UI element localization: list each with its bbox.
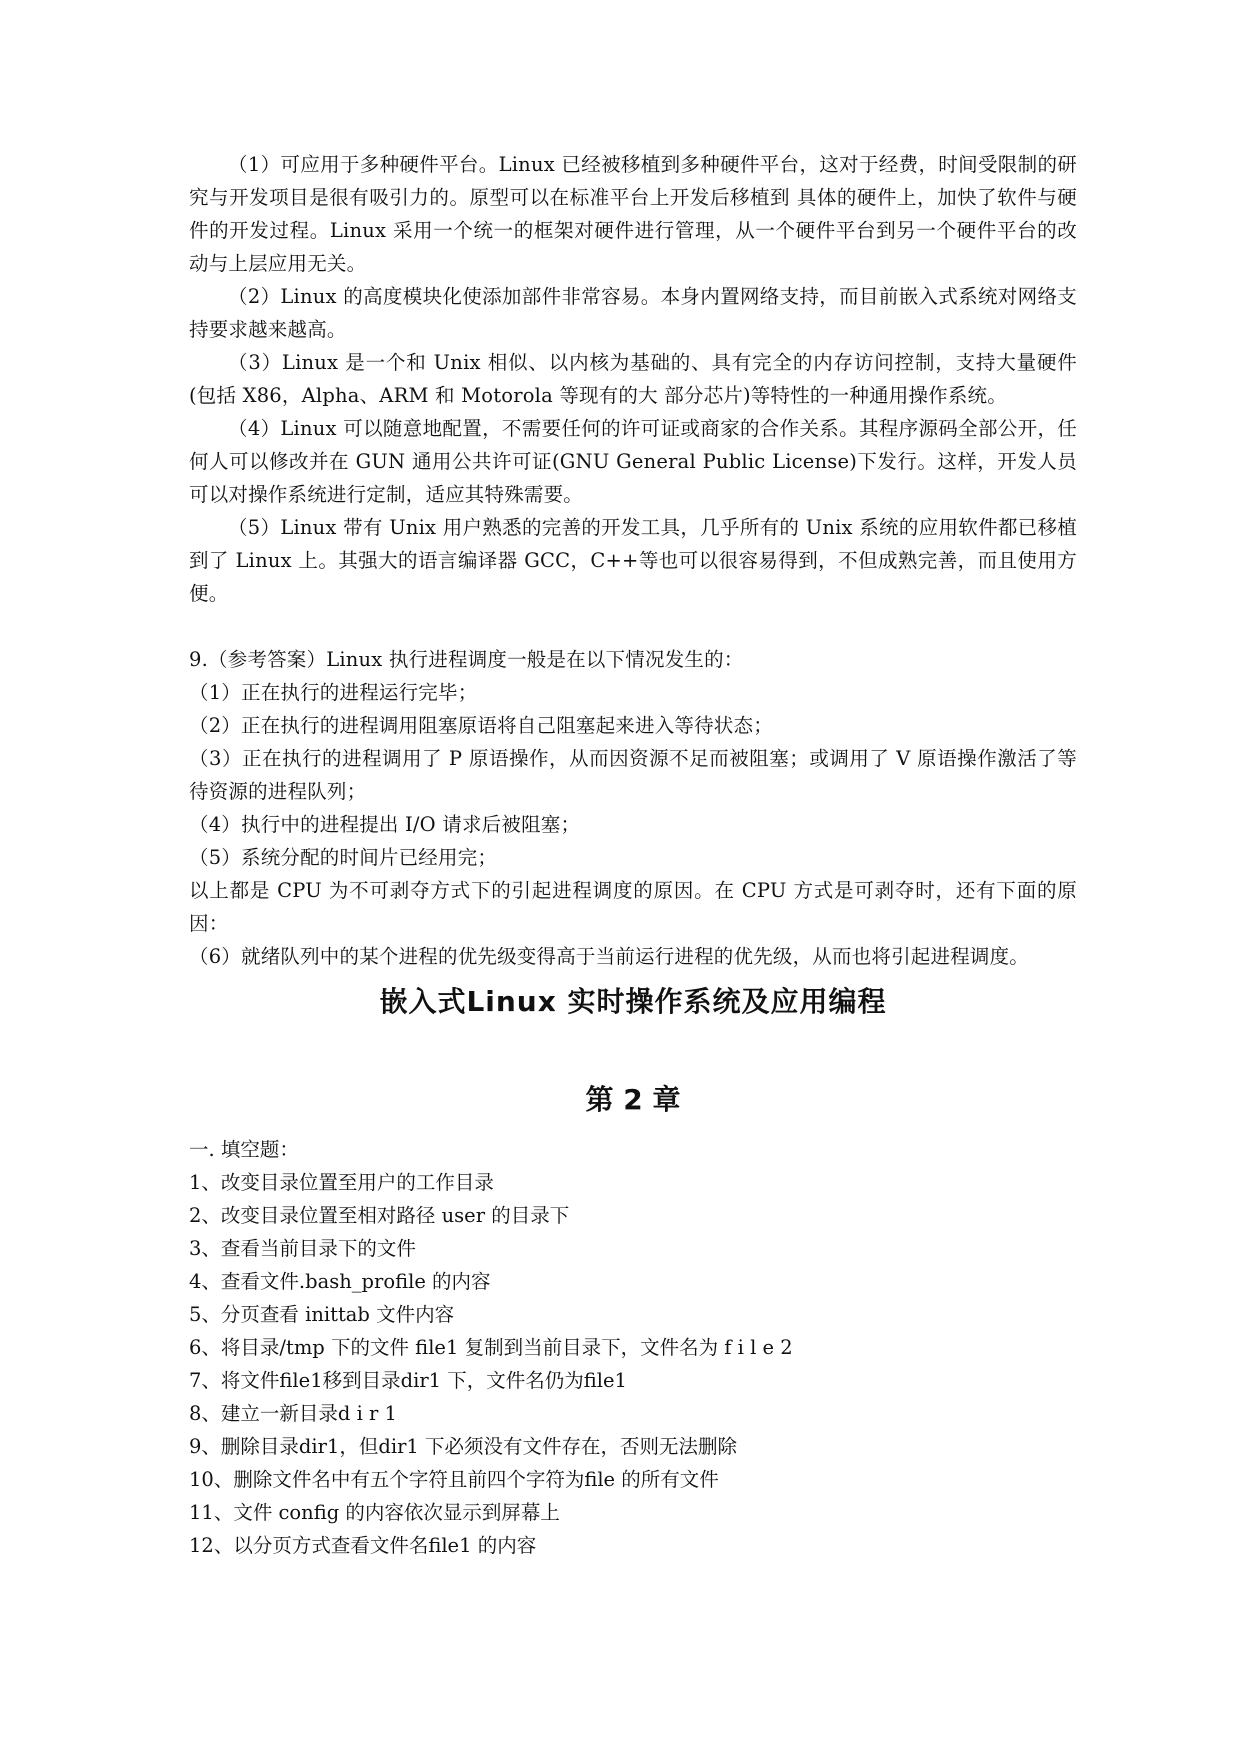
document-page (189, 148, 1077, 1562)
list-item: 10、删除文件名中有五个字符且前四个字符为file 的所有文件 (189, 1468, 719, 1491)
feature-paragraph-5: （5）Linux 带有 Unix 用户熟悉的完善的开发工具，几乎所有的 Unix 系统的应用软件都已移植到了 Linux 上。其强大的语言编译器 GCC，C++等也可以很容易得到，不但成熟完善，而且使用方便。 (189, 516, 1077, 605)
answer9-item-6: （6）就绪队列中的某个进程的优先级变得高于当前运行进程的优先级，从而也将引起进程调度。 (189, 945, 1030, 968)
feature-paragraph-2: （2）Linux 的高度模块化使添加部件非常容易。本身内置网络支持，而目前嵌入式系统对网络支持要求越来越高。 (189, 285, 1077, 341)
list-item: 3、查看当前目录下的文件 (189, 1237, 416, 1260)
list-item: 1、改变目录位置至用户的工作目录 (189, 1171, 494, 1194)
list-item: 5、分页查看 inittab 文件内容 (189, 1303, 455, 1326)
book-title: 嵌入式Linux 实时操作系统及应用编程 (379, 985, 887, 1018)
list-item: 9、删除目录dir1，但dir1 下必须没有文件存在，否则无法删除 (189, 1435, 737, 1458)
feature-paragraph-1: （1）可应用于多种硬件平台。Linux 已经被移植到多种硬件平台，这对于经费，时间受限制的研究与开发项目是很有吸引力的。原型可以在标准平台上开发后移植到 具体的硬件上，加快了软件与硬件的开发过程。Linux 采用一个统一的框架对硬件进行管理，从一个硬件平台到另一个硬件平台的改动与上层应用无关。 (189, 153, 1077, 275)
feature-paragraph-4: （4）Linux 可以随意地配置，不需要任何的许可证或商家的合作关系。其程序源码全部公开，任何人可以修改并在 GUN 通用公共许可证(GNU General Public License)下发行。这样，开发人员可以对操作系统进行定制，适应其特殊需要。 (189, 417, 1077, 506)
spacer (189, 610, 1077, 643)
answer9-note: 以上都是 CPU 为不可剥夺方式下的引起进程调度的原因。在 CPU 方式是可剥夺时，还有下面的原因： (189, 879, 1077, 935)
answer9-item-2: （2）正在执行的进程调用阻塞原语将自己阻塞起来进入等待状态； (189, 714, 773, 737)
answer9-item-5: （5）系统分配的时间片已经用完； (189, 846, 498, 869)
list-item: 8、建立一新目录d i r 1 (189, 1402, 397, 1425)
answer9-intro: 9.（参考答案）Linux 执行进程调度一般是在以下情况发生的： (189, 648, 744, 671)
answer9-item-1: （1）正在执行的进程运行完毕； (189, 681, 478, 704)
answer9-item-4: （4）执行中的进程提出 I/O 请求后被阻塞； (189, 813, 581, 836)
list-item: 4、查看文件.bash_profile 的内容 (189, 1270, 491, 1293)
list-item: 7、将文件file1移到目录dir1 下，文件名仍为file1 (189, 1369, 627, 1392)
list-item: 2、改变目录位置至相对路径 user 的目录下 (189, 1204, 570, 1227)
list-item: 11、文件 config 的内容依次显示到屏幕上 (189, 1501, 560, 1524)
answer9-item-3: （3）正在执行的进程调用了 P 原语操作，从而因资源不足而被阻塞；或调用了 V 原语操作激活了等待资源的进程队列； (189, 747, 1077, 803)
list-item: 12、以分页方式查看文件名file1 的内容 (189, 1534, 537, 1557)
chapter-title: 第 2 章 (585, 1083, 681, 1116)
section-heading: 一. 填空题： (189, 1138, 299, 1161)
list-item: 6、将目录/tmp 下的文件 file1 复制到当前目录下，文件名为 f i l e 2 (189, 1336, 793, 1359)
feature-paragraph-3: （3）Linux 是一个和 Unix 相似、以内核为基础的、具有完全的内存访问控制，支持大量硬件(包括 X86，Alpha、ARM 和 Motorola 等现有的大 部分芯片)等特性的一种通用操作系统。 (189, 351, 1077, 407)
